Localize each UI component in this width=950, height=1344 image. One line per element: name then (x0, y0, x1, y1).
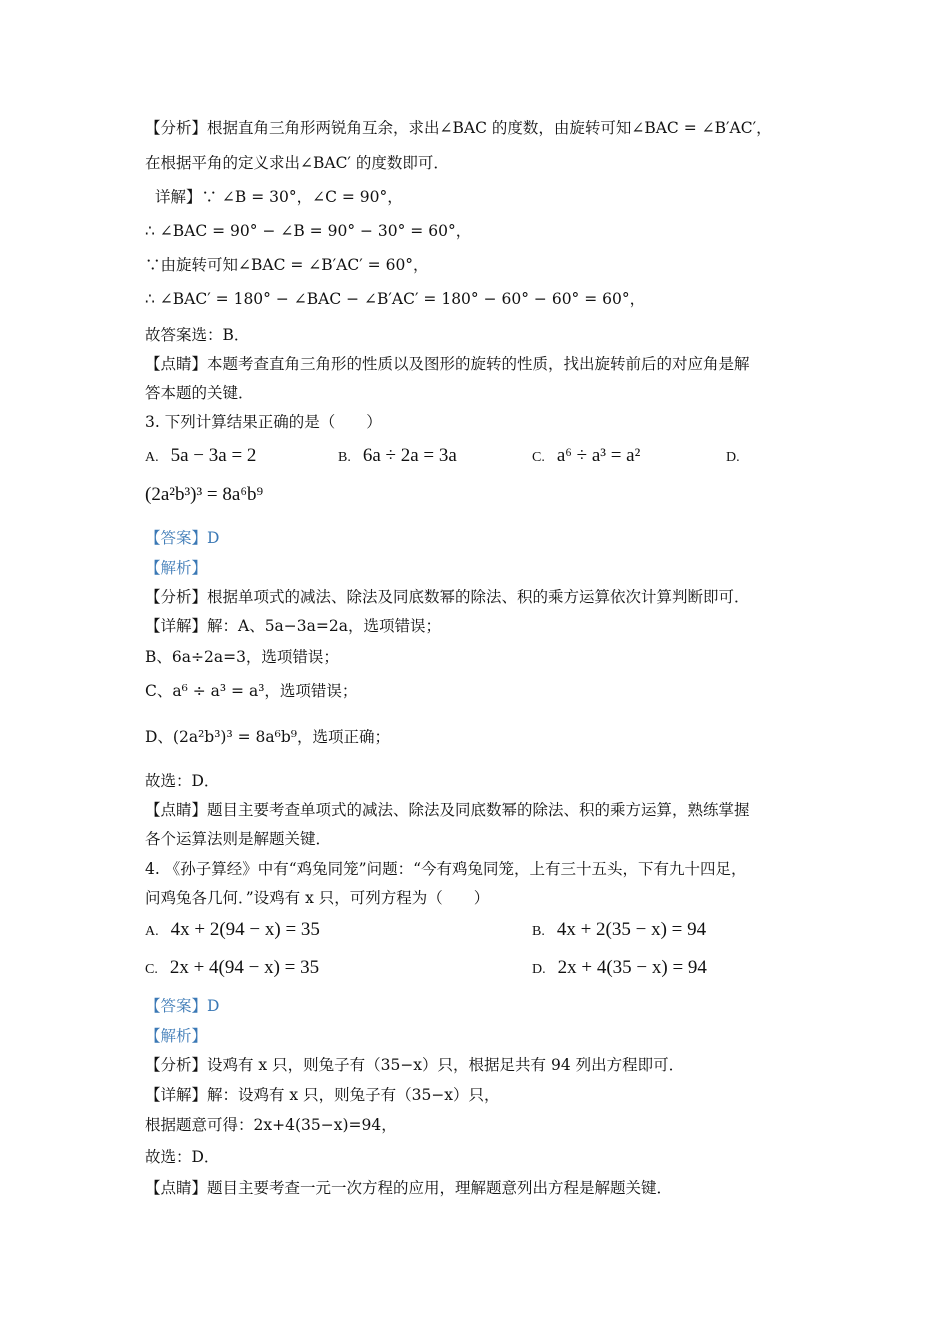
q4-analysis: 【分析】设鸡有 x 只，则兔子有（35−x）只，根据足共有 94 列出方程即可． (145, 1056, 685, 1074)
answer-line: 故答案选：B． (145, 326, 250, 344)
detail-line-4: ∴ ∠BAC′ = 180° − ∠BAC − ∠B′AC′ = 180° − 60° − 60° = 60°， (145, 290, 646, 308)
option-label: D. (532, 962, 546, 977)
question-3-stem: 3. 下列计算结果正确的是（ ） (145, 413, 382, 431)
q3-option-a (145, 445, 256, 469)
option-expression: 2x + 4(94 − x) = 35 (169, 957, 320, 978)
q4-option-d (532, 957, 707, 981)
q3-comment-1: 【点睛】题目主要考查单项式的减法、除法及同底数幂的除法、积的乘方运算，熟练掌握 (145, 801, 750, 819)
q4-answer-tag: 【答案】D (145, 997, 220, 1015)
q4-detail: 【详解】解：设鸡有 x 只，则兔子有（35−x）只， (145, 1086, 500, 1104)
q4-choice: 故选：D． (145, 1148, 220, 1166)
q3-option-b (338, 445, 457, 469)
option-label: C. (532, 450, 545, 465)
analysis-line-2: 在根据平角的定义求出∠BAC′ 的度数即可． (145, 154, 449, 172)
option-expression: 2x + 4(35 − x) = 94 (557, 957, 707, 978)
q3-detail-a: 【详解】解：A、5a−3a=2a，选项错误； (145, 617, 441, 635)
option-label: A. (145, 924, 159, 939)
q4-option-a (145, 919, 320, 943)
option-label: A. (145, 450, 159, 465)
option-expression: 4x + 2(35 − x) = 94 (556, 919, 707, 940)
q3-answer-tag: 【答案】D (145, 529, 220, 547)
option-label: B. (532, 924, 545, 939)
option-expression: 4x + 2(94 − x) = 35 (170, 919, 320, 940)
q4-comment: 【点睛】题目主要考查一元一次方程的应用，理解题意列出方程是解题关键． (145, 1179, 673, 1197)
option-expression: 5a − 3a = 2 (170, 445, 257, 466)
option-expression: 6a ÷ 2a = 3a (362, 445, 457, 466)
q4-equation: 根据题意可得：2x+4(35−x)=94， (145, 1116, 397, 1134)
q3-solution-tag: 【解析】 (145, 559, 208, 577)
option-label: B. (338, 450, 351, 465)
option-expression: a⁶ ÷ a³ = a² (556, 445, 641, 466)
detail-line-3: ∵由旋转可知∠BAC = ∠B′AC′ = 60°， (145, 256, 429, 274)
comment-line-1: 【点睛】本题考查直角三角形的性质以及图形的旋转的性质，找出旋转前后的对应角是解 (145, 355, 750, 373)
option-label: D. (726, 450, 740, 465)
option-label: C. (145, 962, 158, 977)
q3-choice: 故选：D． (145, 772, 220, 790)
question-4-stem-2: 问鸡兔各几何．”设鸡有 x 只，可列方程为（ ） (145, 889, 490, 907)
q4-solution-tag: 【解析】 (145, 1027, 208, 1045)
question-4-stem-1: 4. 《孙子算经》中有“鸡兔同笼”问题：“今有鸡兔同笼，上有三十五头，下有九十四足， (145, 860, 747, 878)
q3-comment-2: 各个运算法则是解题关键． (145, 830, 332, 848)
q4-option-b (532, 919, 706, 943)
q3-analysis: 【分析】根据单项式的减法、除法及同底数幂的除法、积的乘方运算依次计算判断即可． (145, 588, 750, 606)
q3-detail-b: B、6a÷2a=3，选项错误； (145, 648, 339, 666)
comment-line-2: 答本题的关键． (145, 384, 254, 402)
analysis-line-1: 【分析】根据直角三角形两锐角互余，求出∠BAC 的度数，由旋转可知∠BAC = ∠B′AC′， (145, 119, 772, 137)
q3-detail-d: D、(2a²b³)³ = 8a⁶b⁹，选项正确； (145, 728, 390, 746)
detail-line-2: ∴ ∠BAC = 90° − ∠B = 90° − 30° = 60°， (145, 222, 472, 240)
q3-option-c (532, 445, 640, 469)
q3-option-d-expression (145, 484, 263, 506)
q4-option-c (145, 957, 319, 981)
option-expression: (2a²b³)³ = 8a⁶b⁹ (145, 484, 264, 505)
detail-line-1: 详解】∵ ∠B = 30°，∠C = 90°， (155, 188, 403, 206)
q3-option-d-label (726, 445, 752, 469)
q3-detail-c: C、a⁶ ÷ a³ = a³，选项错误； (145, 682, 358, 700)
